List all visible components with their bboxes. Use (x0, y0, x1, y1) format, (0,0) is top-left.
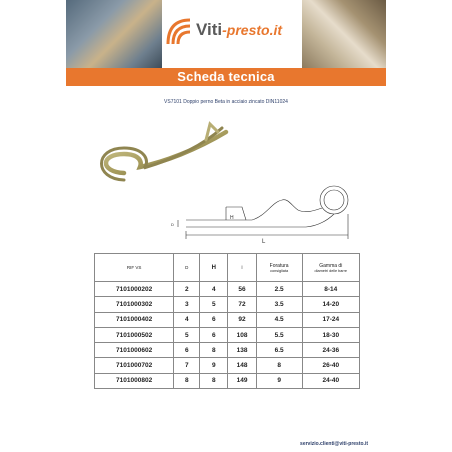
spec-table (94, 253, 360, 389)
cell-rif: 7101000202 (95, 282, 174, 297)
workshop-photo (66, 0, 162, 68)
cell-rif: 7101000602 (95, 343, 174, 358)
cell-h: 8 (200, 373, 228, 388)
col-l: l (228, 254, 256, 282)
col-foratura-label: Foratura (269, 262, 289, 269)
table-row (95, 343, 360, 358)
cell-gamma: 8-14 (302, 282, 359, 297)
cell-rif: 7101000302 (95, 297, 174, 312)
cell-h: 8 (200, 343, 228, 358)
cell-foratura: 3.5 (256, 297, 302, 312)
title-banner (66, 68, 386, 86)
brand-logo (166, 14, 302, 54)
cell-h: 5 (200, 297, 228, 312)
cell-gamma: 24-40 (302, 373, 359, 388)
product-drawing (66, 110, 386, 250)
cell-foratura: 5.5 (256, 327, 302, 342)
brand-name: Viti-presto.it (196, 20, 283, 39)
customer-service-email[interactable]: servizio.clienti@viti-presto.it (300, 441, 368, 447)
table-row (95, 327, 360, 342)
screws-photo (302, 0, 386, 68)
cell-gamma: 17-24 (302, 312, 359, 327)
table-row (95, 312, 360, 327)
cell-l: 72 (228, 297, 256, 312)
cell-foratura: 9 (256, 373, 302, 388)
cell-gamma: 26-40 (302, 358, 359, 373)
col-gamma-label: Gamma di (319, 262, 343, 269)
cell-d: 3 (174, 297, 200, 312)
cell-rif: 7101000702 (95, 358, 174, 373)
col-d: D (174, 254, 200, 282)
cell-foratura: 8 (256, 358, 302, 373)
cell-l: 92 (228, 312, 256, 327)
table-row (95, 373, 360, 388)
banner-title: Scheda tecnica (177, 69, 275, 84)
cell-d: 6 (174, 343, 200, 358)
col-gamma (302, 254, 359, 282)
dim-d-label: D (171, 222, 174, 227)
cell-l: 108 (228, 327, 256, 342)
cell-rif: 7101000802 (95, 373, 174, 388)
cell-d: 4 (174, 312, 200, 327)
cell-rif: 7101000402 (95, 312, 174, 327)
cell-h: 6 (200, 327, 228, 342)
cell-h: 9 (200, 358, 228, 373)
dim-h-label: H (230, 215, 234, 221)
product-title: VS7101 Doppio perno Beta in acciaio zincato DIN11024 (164, 99, 288, 105)
datasheet-page (66, 0, 386, 452)
cell-rif: 7101000502 (95, 327, 174, 342)
logo-arcs-icon (166, 16, 192, 46)
cell-d: 2 (174, 282, 200, 297)
cell-gamma: 18-30 (302, 327, 359, 342)
pin-render (102, 124, 227, 180)
table-header-row (95, 254, 360, 282)
cell-l: 148 (228, 358, 256, 373)
cell-d: 8 (174, 373, 200, 388)
cell-foratura: 2.5 (256, 282, 302, 297)
table-row (95, 297, 360, 312)
brand-domain: -presto.it (222, 22, 283, 38)
dim-l-label: L (262, 239, 266, 245)
col-gamma-sub: diametri delle barre (314, 268, 348, 273)
col-foratura-sub: consigliata (270, 268, 289, 273)
cell-h: 6 (200, 312, 228, 327)
cell-d: 5 (174, 327, 200, 342)
col-rif: RIF VS (95, 254, 174, 282)
cell-foratura: 4.5 (256, 312, 302, 327)
table-row (95, 282, 360, 297)
cell-l: 149 (228, 373, 256, 388)
col-h: H (200, 254, 228, 282)
technical-drawing (178, 186, 348, 239)
cell-gamma: 24-36 (302, 343, 359, 358)
cell-foratura: 6.5 (256, 343, 302, 358)
header (66, 0, 386, 68)
cell-l: 56 (228, 282, 256, 297)
table-row (95, 358, 360, 373)
cell-h: 4 (200, 282, 228, 297)
cell-d: 7 (174, 358, 200, 373)
cell-gamma: 14-20 (302, 297, 359, 312)
col-foratura (256, 254, 302, 282)
cell-l: 138 (228, 343, 256, 358)
